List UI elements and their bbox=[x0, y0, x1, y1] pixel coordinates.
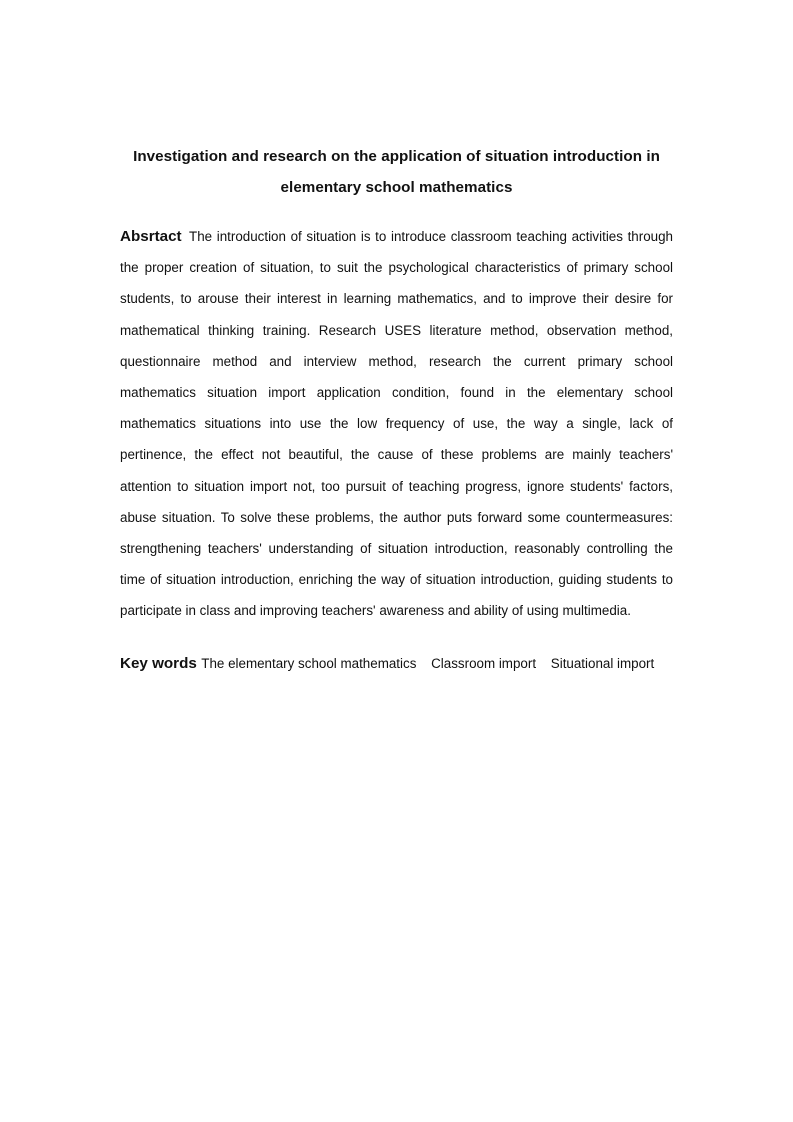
keywords-heading: Key words bbox=[120, 655, 197, 672]
abstract-paragraph bbox=[120, 221, 673, 627]
keyword-term: Classroom import bbox=[431, 656, 537, 671]
keyword-term: Situational import bbox=[550, 656, 655, 671]
paper-title: Investigation and research on the application of situation introduction in elementary school mathematics bbox=[133, 148, 660, 196]
abstract-heading: Absrtact bbox=[120, 228, 182, 245]
keywords-line bbox=[120, 648, 680, 679]
keyword-term: The elementary school mathematics bbox=[201, 656, 417, 671]
abstract-text: The introduction of situation is to introduce classroom teaching activities through the proper creation of situation, to suit the psychological characteristics of primary school students, to arouse their interest in learning mathematics, and to improve their desire for mathematical thinking training. Research USES literature method, observation method, questionnaire method and interview method, research the current primary school mathematics situation import application condition, found in the elementary school mathematics situations into use the low frequency of use, the way a single, lack of pertinence, the effect not beautiful, the cause of these problems are mainly teachers' attention to situation import not, too pursuit of teaching progress, ignore students' factors, abuse situation. To solve these problems, the author puts forward some countermeasures: strengthening teachers' understanding of situation introduction, reasonably controlling the time of situation introduction, enriching the way of situation introduction, guiding students to participate in class and improving teachers' awareness and ability of using multimedia. bbox=[120, 229, 673, 619]
